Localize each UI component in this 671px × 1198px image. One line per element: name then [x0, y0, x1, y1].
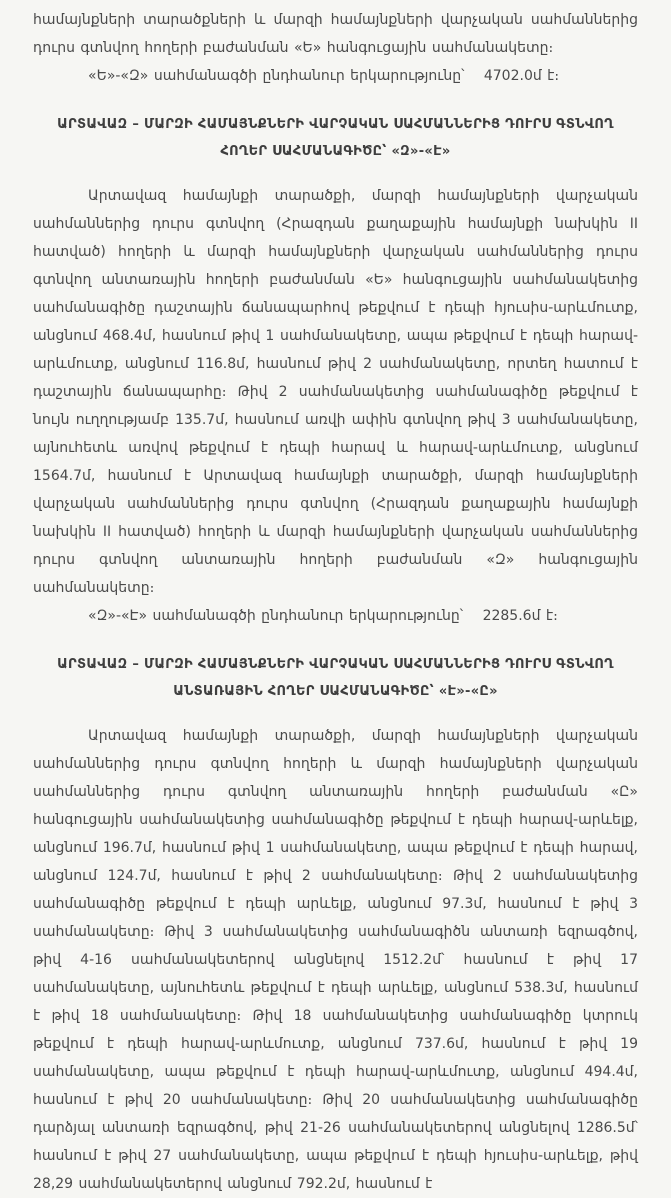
paragraph-boundary-e-y: Արտավազ համայնքի տարածքի, մարզի համայնքների վարչական սահմաններից դուրս գտնվող հողերի և մարզի համայնքների վարչական սահմաններից դուրս գտնվող անտառային հողերի բաժանման «Ը» հանգուցային սահմանակետից սահմանագիծը թեքվում է դեպի հարավ-արևելք, անցնում 196.7մ, հասնում թիվ 1 սահմանակետը, ապա թեքվում է դեպի հարավ, անցնում 124.7մ, հասնում է թիվ 2 սահմանակետը։ Թիվ 2 սահմանակետից սահմանագիծը թեքվում է դեպի արևելք, անցնում 97.3մ, հասնում է թիվ 3 սահմանակետը։ Թիվ 3 սահմանակետից սահմանագիծն անտառի եզրագծով, թիվ 4-16 սահմանակետերով անցնելով 1512.2մ՝ հասնում է թիվ 17 սահմանակետը, այնուհետև թեքվում է դեպի արևելք, անցնում 538.3մ, հասնում է թիվ 18 սահմանակետը։ Թիվ 18 սահմանակետից սահմանագիծը կտրուկ թեքվում է դեպի հարավ-արևմուտք, անցնում 737.6մ, հասնում է թիվ 19 սահմանակետը, ապա թեքվում է դեպի հարավ-արևմուտք, անցնում 494.4մ, հասնում է թիվ 20 սահմանակետը։ Թիվ 20 սահմանակետից սահմանագիծը դարձյալ անտառի եզրագծով, թիվ 21-26 սահմանակետերով անցնելով 1286.5մ՝ հասնում է թիվ 27 սահմանակետը, ապա թեքվում է դեպի հյուսիս-արևելք, թիվ 28,29 սահմանակետերով անցնում 792.2մ, հասնում է: [33, 728, 638, 1192]
paragraph-boundary-z-e: Արտավազ համայնքի տարածքի, մարզի համայնքների վարչական սահմաններից դուրս գտնվող (Հրազդան քաղաքային համայնքի նախկին II հատված) հողերի և մարզի համայնքների վարչական սահմաններից դուրս գտնվող անտառային հողերի բաժանման «Ե» հանգուցային սահմանակետից սահմանագիծը դաշտային ճանապարհով թեքվում է դեպի հյուսիս-արևմուտք, անցնում 468.4մ, հասնում թիվ 1 սահմանակետը, ապա թեքվում է դեպի հարավ-արևմուտք, անցնում 116.8մ, հասնում թիվ 2 սահմանակետը, որտեղ հատում է դաշտային ճանապարհը։ Թիվ 2 սահմանակետից սահմանագիծը թեքվում է նույն ուղղությամբ 135.7մ, հասնում առվի ափին գտնվող թիվ 3 սահմանակետը, այնուհետև առվով թեքվում է դեպի հարավ և հարավ-արևմուտք, անցնում 1564.7մ, հասնում է Արտավազ համայնքի տարածքի, մարզի համայնքների վարչական սահմաններից դուրս գտնվող (Հրազդան քաղաքային համայնքի նախկին II հատված) հողերի և մարզի համայնքների վարչական սահմաններից դուրս գտնվող անտառային հողերի բաժանման «Զ» հանգուցային սահմանակետը։: [33, 188, 638, 596]
section-heading-boundary-e-y: ԱՐՏԱՎԱԶ – ՄԱՐԶԻ ՀԱՄԱՅՆՔՆԵՐԻ ՎԱՐՉԱԿԱՆ ՍԱՀՄԱՆՆԵՐԻՑ ԴՈՒՐՍ ԳՏՆՎՈՂ ԱՆՏԱՌԱՅԻՆ ՀՈՂԵՐ ՍԱՀՄԱՆԱԳԻԾԸ՝ «Է»-«Ը»: [57, 657, 614, 699]
boundary-total-length-z-e: «Զ»-«Է» սահմանագծի ընդհանուր երկարությունը՝ 2285.6մ է։: [88, 608, 558, 624]
section-heading-boundary-z-e: ԱՐՏԱՎԱԶ – ՄԱՐԶԻ ՀԱՄԱՅՆՔՆԵՐԻ ՎԱՐՉԱԿԱՆ ՍԱՀՄԱՆՆԵՐԻՑ ԴՈՒՐՍ ԳՏՆՎՈՂ ՀՈՂԵՐ ՍԱՀՄԱՆԱԳԻԾԸ՝ «Զ»-«Է»: [57, 117, 614, 159]
boundary-total-length-e-z: «Ե»-«Զ» սահմանագծի ընդհանուր երկարությունը՝ 4702.0մ է։: [88, 68, 560, 84]
continuation-paragraph: համայնքների տարածքների և մարզի համայնքների վարչական սահմաններից դուրս գտնվող հողերի բաժանման «Ե» հանգուցային սահմանակետը։: [33, 12, 638, 56]
